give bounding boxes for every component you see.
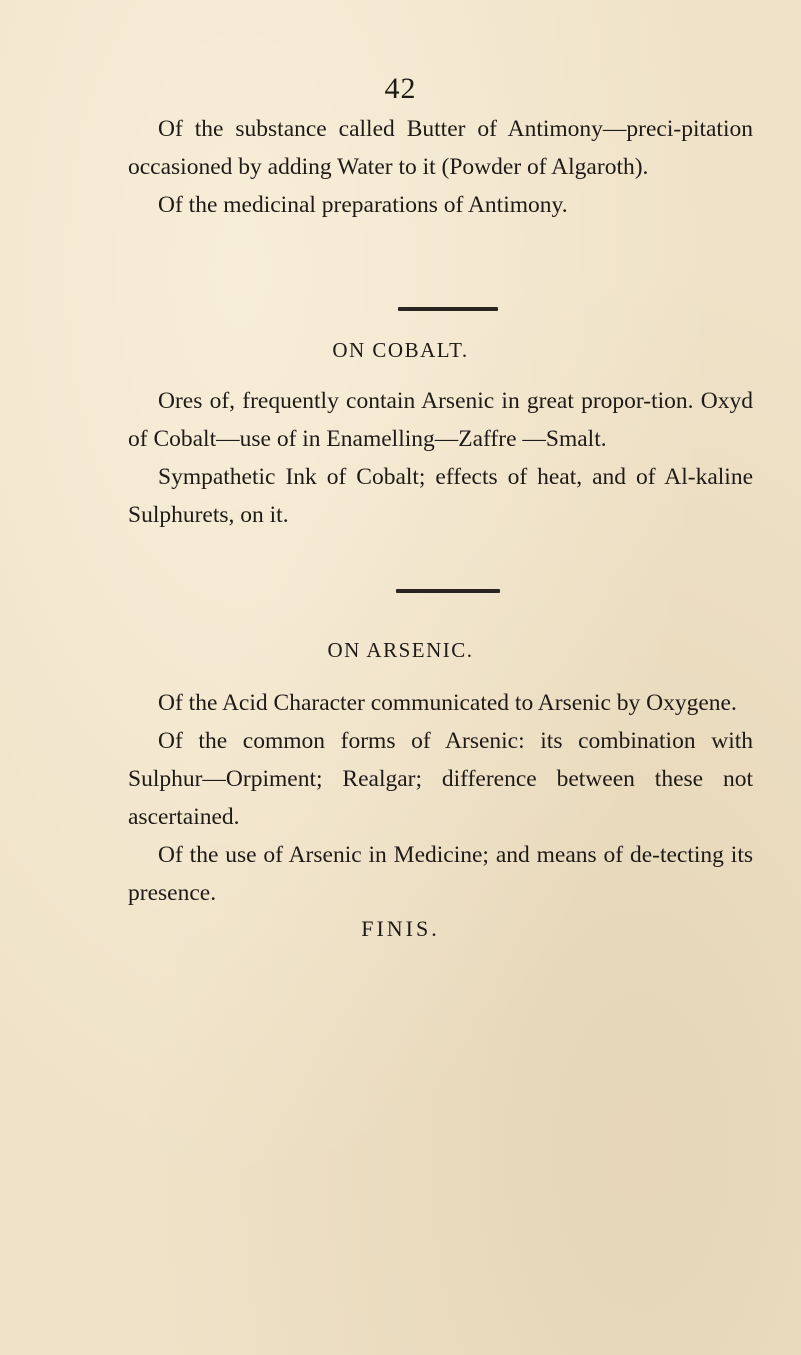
arsenic-paragraph-1: Of the Acid Character communicated to Arsenic by Oxygene. <box>158 690 737 716</box>
cobalt-paragraph-2: Sympathetic Ink of Cobalt; effects of heat, and of Al-kaline Sulphurets, on it. <box>128 464 753 528</box>
cobalt-paragraph-1: Ores of, frequently contain Arsenic in great propor-tion. Oxyd of Cobalt—use of in Enamelling—Zaffre —Smalt. <box>128 388 753 452</box>
cobalt-section <box>128 382 753 534</box>
antimony-paragraph-2: Of the medicinal preparations of Antimony. <box>158 192 568 218</box>
antimony-section <box>128 110 753 224</box>
antimony-paragraph-1: Of the substance called Butter of Antimony—preci-pitation occasioned by adding Water to it (Powder of Algaroth). <box>128 116 753 180</box>
finis-label: FINIS. <box>361 916 440 941</box>
arsenic-section <box>128 684 753 912</box>
cobalt-heading: ON COBALT. <box>332 338 469 362</box>
page-number: 42 <box>384 72 417 105</box>
section-divider-rule <box>396 589 500 593</box>
arsenic-heading: ON ARSENIC. <box>327 638 474 662</box>
section-divider-rule <box>398 307 498 311</box>
arsenic-paragraph-3: Of the use of Arsenic in Medicine; and means of de-tecting its presence. <box>128 842 753 906</box>
arsenic-paragraph-2: Of the common forms of Arsenic: its combination with Sulphur—Orpiment; Realgar; difference between these not ascertained. <box>128 728 753 830</box>
